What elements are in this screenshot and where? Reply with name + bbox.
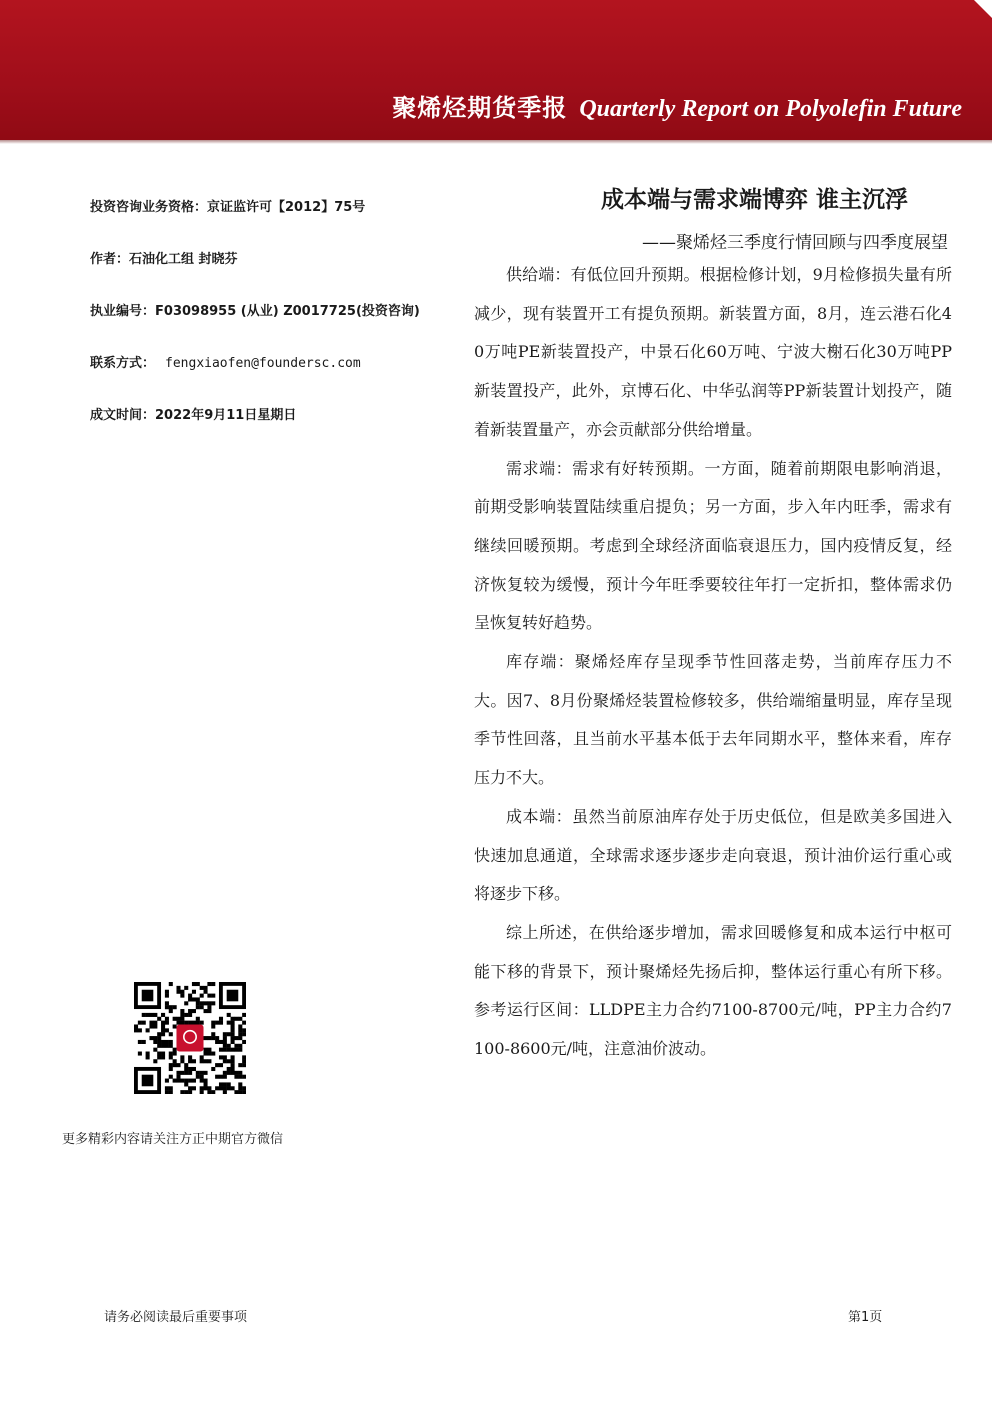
contact-line — [90, 354, 460, 406]
date-value: 2022年9月11日星期日 — [155, 408, 297, 423]
date-label: 成文时间： — [90, 408, 156, 423]
author-label: 作者： — [90, 252, 130, 267]
contact-email[interactable]: fengxiaofen@foundersc.com — [165, 356, 361, 371]
page-number: 第1页 — [848, 1310, 883, 1325]
qualification-label: 投资咨询业务资格： — [90, 200, 208, 215]
article — [474, 182, 952, 1069]
author-value: 石油化工组 封晓芬 — [129, 252, 238, 267]
report-title-en: Quarterly Report on Polyolefin Future — [579, 96, 962, 122]
license-value: F03098955 (从业) Z0017725(投资咨询) — [155, 304, 420, 319]
paragraph-summary: 综上所述，在供给逐步增加，需求回暖修复和成本运行中枢可能下移的背景下，预计聚烯烃先扬后抑，整体运行重心有所下移。参考运行区间：LLDPE主力合约7100-8700元/吨，PP主力合约7100-8600元/吨，注意油价波动。 — [474, 922, 952, 1059]
qualification-line — [90, 198, 460, 250]
qr-code-graphic — [134, 982, 246, 1094]
paragraph-cost: 成本端：虽然当前原油库存处于历史低位，但是欧美多国进入快速加息通道，全球需求逐步逐步走向衰退，预计油价运行重心或将逐步下移。 — [474, 806, 952, 904]
paragraph-inventory: 库存端：聚烯烃库存呈现季节性回落走势，当前库存压力不大。因7、8月份聚烯烃装置检修较多，供给端缩量明显，库存呈现季节性回落，且当前水平基本低于去年同期水平，整体来看，库存压力不大。 — [474, 652, 952, 788]
author-line — [90, 250, 460, 302]
author-info — [90, 198, 460, 458]
qualification-value: 京证监许可【2012】75号 — [207, 200, 366, 215]
header-shadow — [0, 140, 992, 144]
contact-label: 联系方式： — [90, 356, 156, 371]
paragraph-demand: 需求端：需求有好转预期。一方面，随着前期限电影响消退，前期受影响装置陆续重启提负；另一方面，步入年内旺季，需求有继续回暖预期。考虑到全球经济面临衰退压力，国内疫情反复，经济恢复较为缓慢，预计今年旺季要较往年打一定折扣，整体需求仍呈恢复转好趋势。 — [474, 458, 952, 633]
corner-fold — [974, 0, 992, 18]
qr-caption: 更多精彩内容请关注方正中期官方微信 — [62, 1132, 284, 1147]
article-subtitle: ——聚烯烃三季度行情回顾与四季度展望 — [642, 233, 948, 253]
paragraph-supply: 供给端：有低位回升预期。根据检修计划，9月检修损失量有所减少，现有装置开工有提负预期。新装置方面，8月，连云港石化40万吨PE新装置投产，中景石化60万吨、宁波大榭石化30万吨PP新装置投产，此外，京博石化、中华弘润等PP新装置计划投产，随着新装置量产，亦会贡献部分供给增量。 — [474, 265, 952, 439]
report-title — [392, 88, 962, 123]
report-title-cn: 聚烯烃期货季报 — [392, 94, 568, 122]
qr-code-icon[interactable] — [134, 982, 246, 1094]
license-label: 执业编号： — [90, 304, 156, 319]
article-title: 成本端与需求端博弈 谁主沉浮 — [600, 187, 908, 213]
date-line — [90, 406, 460, 458]
header-band — [0, 0, 992, 140]
footer-notice[interactable]: 请务必阅读最后重要事项 — [104, 1310, 248, 1325]
license-line — [90, 302, 460, 354]
